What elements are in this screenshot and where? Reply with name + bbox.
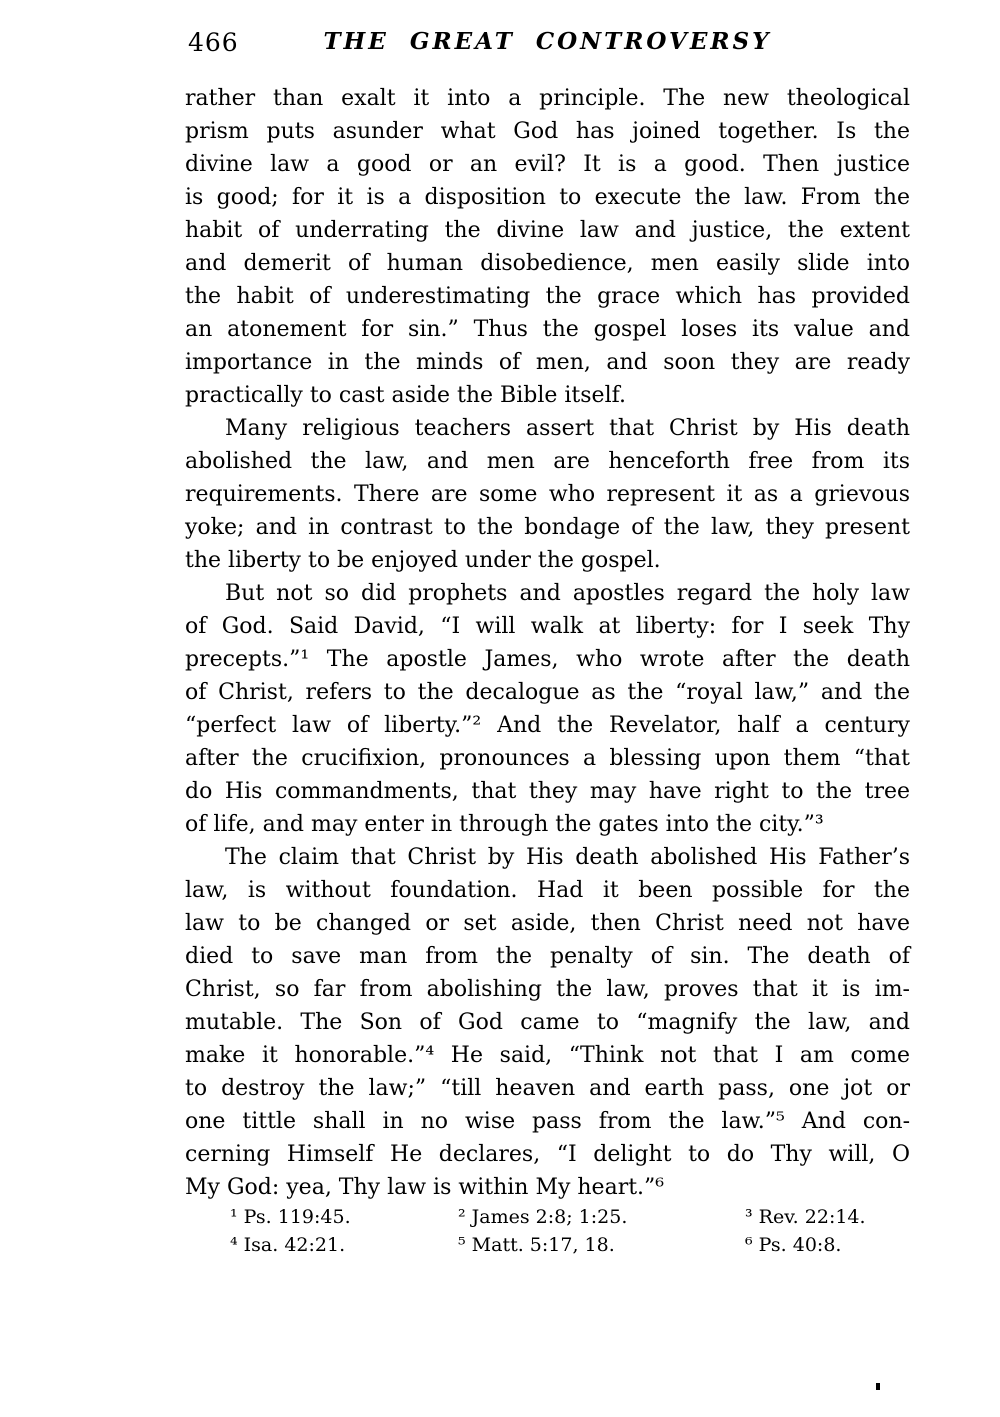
footnote-reference: ² James 2:8; 1:25. xyxy=(458,1206,628,1228)
text-line: mutable. The Son of God came to “magnify the law, and xyxy=(185,1010,910,1035)
page-number: 466 xyxy=(188,28,239,57)
text-line: divine law a good or an evil? It is a good. Then justice xyxy=(185,152,910,177)
page-header xyxy=(185,26,910,62)
text-line: of life, and may enter in through the gates into the city.”³ xyxy=(185,812,824,837)
text-line: law, is without foundation. Had it been possible for the xyxy=(185,878,910,903)
running-title: THE GREAT CONTROVERSY xyxy=(323,28,772,55)
footnote-reference: ¹ Ps. 119:45. xyxy=(230,1206,351,1228)
footnote-reference: ³ Rev. 22:14. xyxy=(745,1206,866,1228)
text-line: is good; for it is a disposition to execute the law. From the xyxy=(185,185,910,210)
text-line: Christ, so far from abolishing the law, proves that it is im- xyxy=(185,977,910,1002)
body-text xyxy=(185,82,910,1204)
text-line: of God. Said David, “I will walk at liberty: for I seek Thy xyxy=(185,614,910,639)
text-line: law to be changed or set aside, then Christ need not have xyxy=(185,911,910,936)
footnote-reference: ⁵ Matt. 5:17, 18. xyxy=(458,1234,615,1256)
text-line: make it honorable.”⁴ He said, “Think not that I am come xyxy=(185,1043,910,1068)
text-line: the habit of underestimating the grace which has provided xyxy=(185,284,910,309)
scan-artifact-dot xyxy=(876,1383,880,1390)
text-line: “perfect law of liberty.”² And the Revelator, half a century xyxy=(185,713,910,738)
text-line: died to save man from the penalty of sin. The death of xyxy=(185,944,910,969)
text-line: after the crucifixion, pronounces a blessing upon them “that xyxy=(185,746,910,771)
text-line: an atonement for sin.” Thus the gospel loses its value and xyxy=(185,317,910,342)
text-line: requirements. There are some who represent it as a grievous xyxy=(185,482,910,507)
text-line: cerning Himself He declares, “I delight to do Thy will, O xyxy=(185,1142,910,1167)
text-line: precepts.”¹ The apostle James, who wrote after the death xyxy=(185,647,910,672)
text-line: My God: yea, Thy law is within My heart.”⁶ xyxy=(185,1175,665,1200)
text-line: habit of underrating the divine law and justice, the extent xyxy=(185,218,910,243)
text-line: the liberty to be enjoyed under the gospel. xyxy=(185,548,661,573)
text-line: yoke; and in contrast to the bondage of the law, they present xyxy=(185,515,910,540)
text-line: and demerit of human disobedience, men easily slide into xyxy=(185,251,910,276)
text-line: Many religious teachers assert that Christ by His death xyxy=(225,416,910,441)
text-line: importance in the minds of men, and soon they are ready xyxy=(185,350,910,375)
footnote-row xyxy=(185,1203,910,1231)
footnote-reference: ⁴ Isa. 42:21. xyxy=(230,1234,346,1256)
text-line: of Christ, refers to the decalogue as the “royal law,” and the xyxy=(185,680,910,705)
text-line: to destroy the law;” “till heaven and earth pass, one jot or xyxy=(185,1076,910,1101)
footnote-row xyxy=(185,1231,910,1259)
text-line: prism puts asunder what God has joined together. Is the xyxy=(185,119,910,144)
text-line: abolished the law, and men are henceforth free from its xyxy=(185,449,910,474)
text-line: rather than exalt it into a principle. The new theological xyxy=(185,86,910,111)
text-line: one tittle shall in no wise pass from the law.”⁵ And con- xyxy=(185,1109,910,1134)
text-line: do His commandments, that they may have right to the tree xyxy=(185,779,910,804)
text-line: practically to cast aside the Bible itself. xyxy=(185,383,626,408)
footnotes xyxy=(185,1203,910,1259)
footnote-reference: ⁶ Ps. 40:8. xyxy=(745,1234,842,1256)
text-line: But not so did prophets and apostles regard the holy law xyxy=(225,581,910,606)
text-line: The claim that Christ by His death abolished His Father’s xyxy=(225,845,910,870)
